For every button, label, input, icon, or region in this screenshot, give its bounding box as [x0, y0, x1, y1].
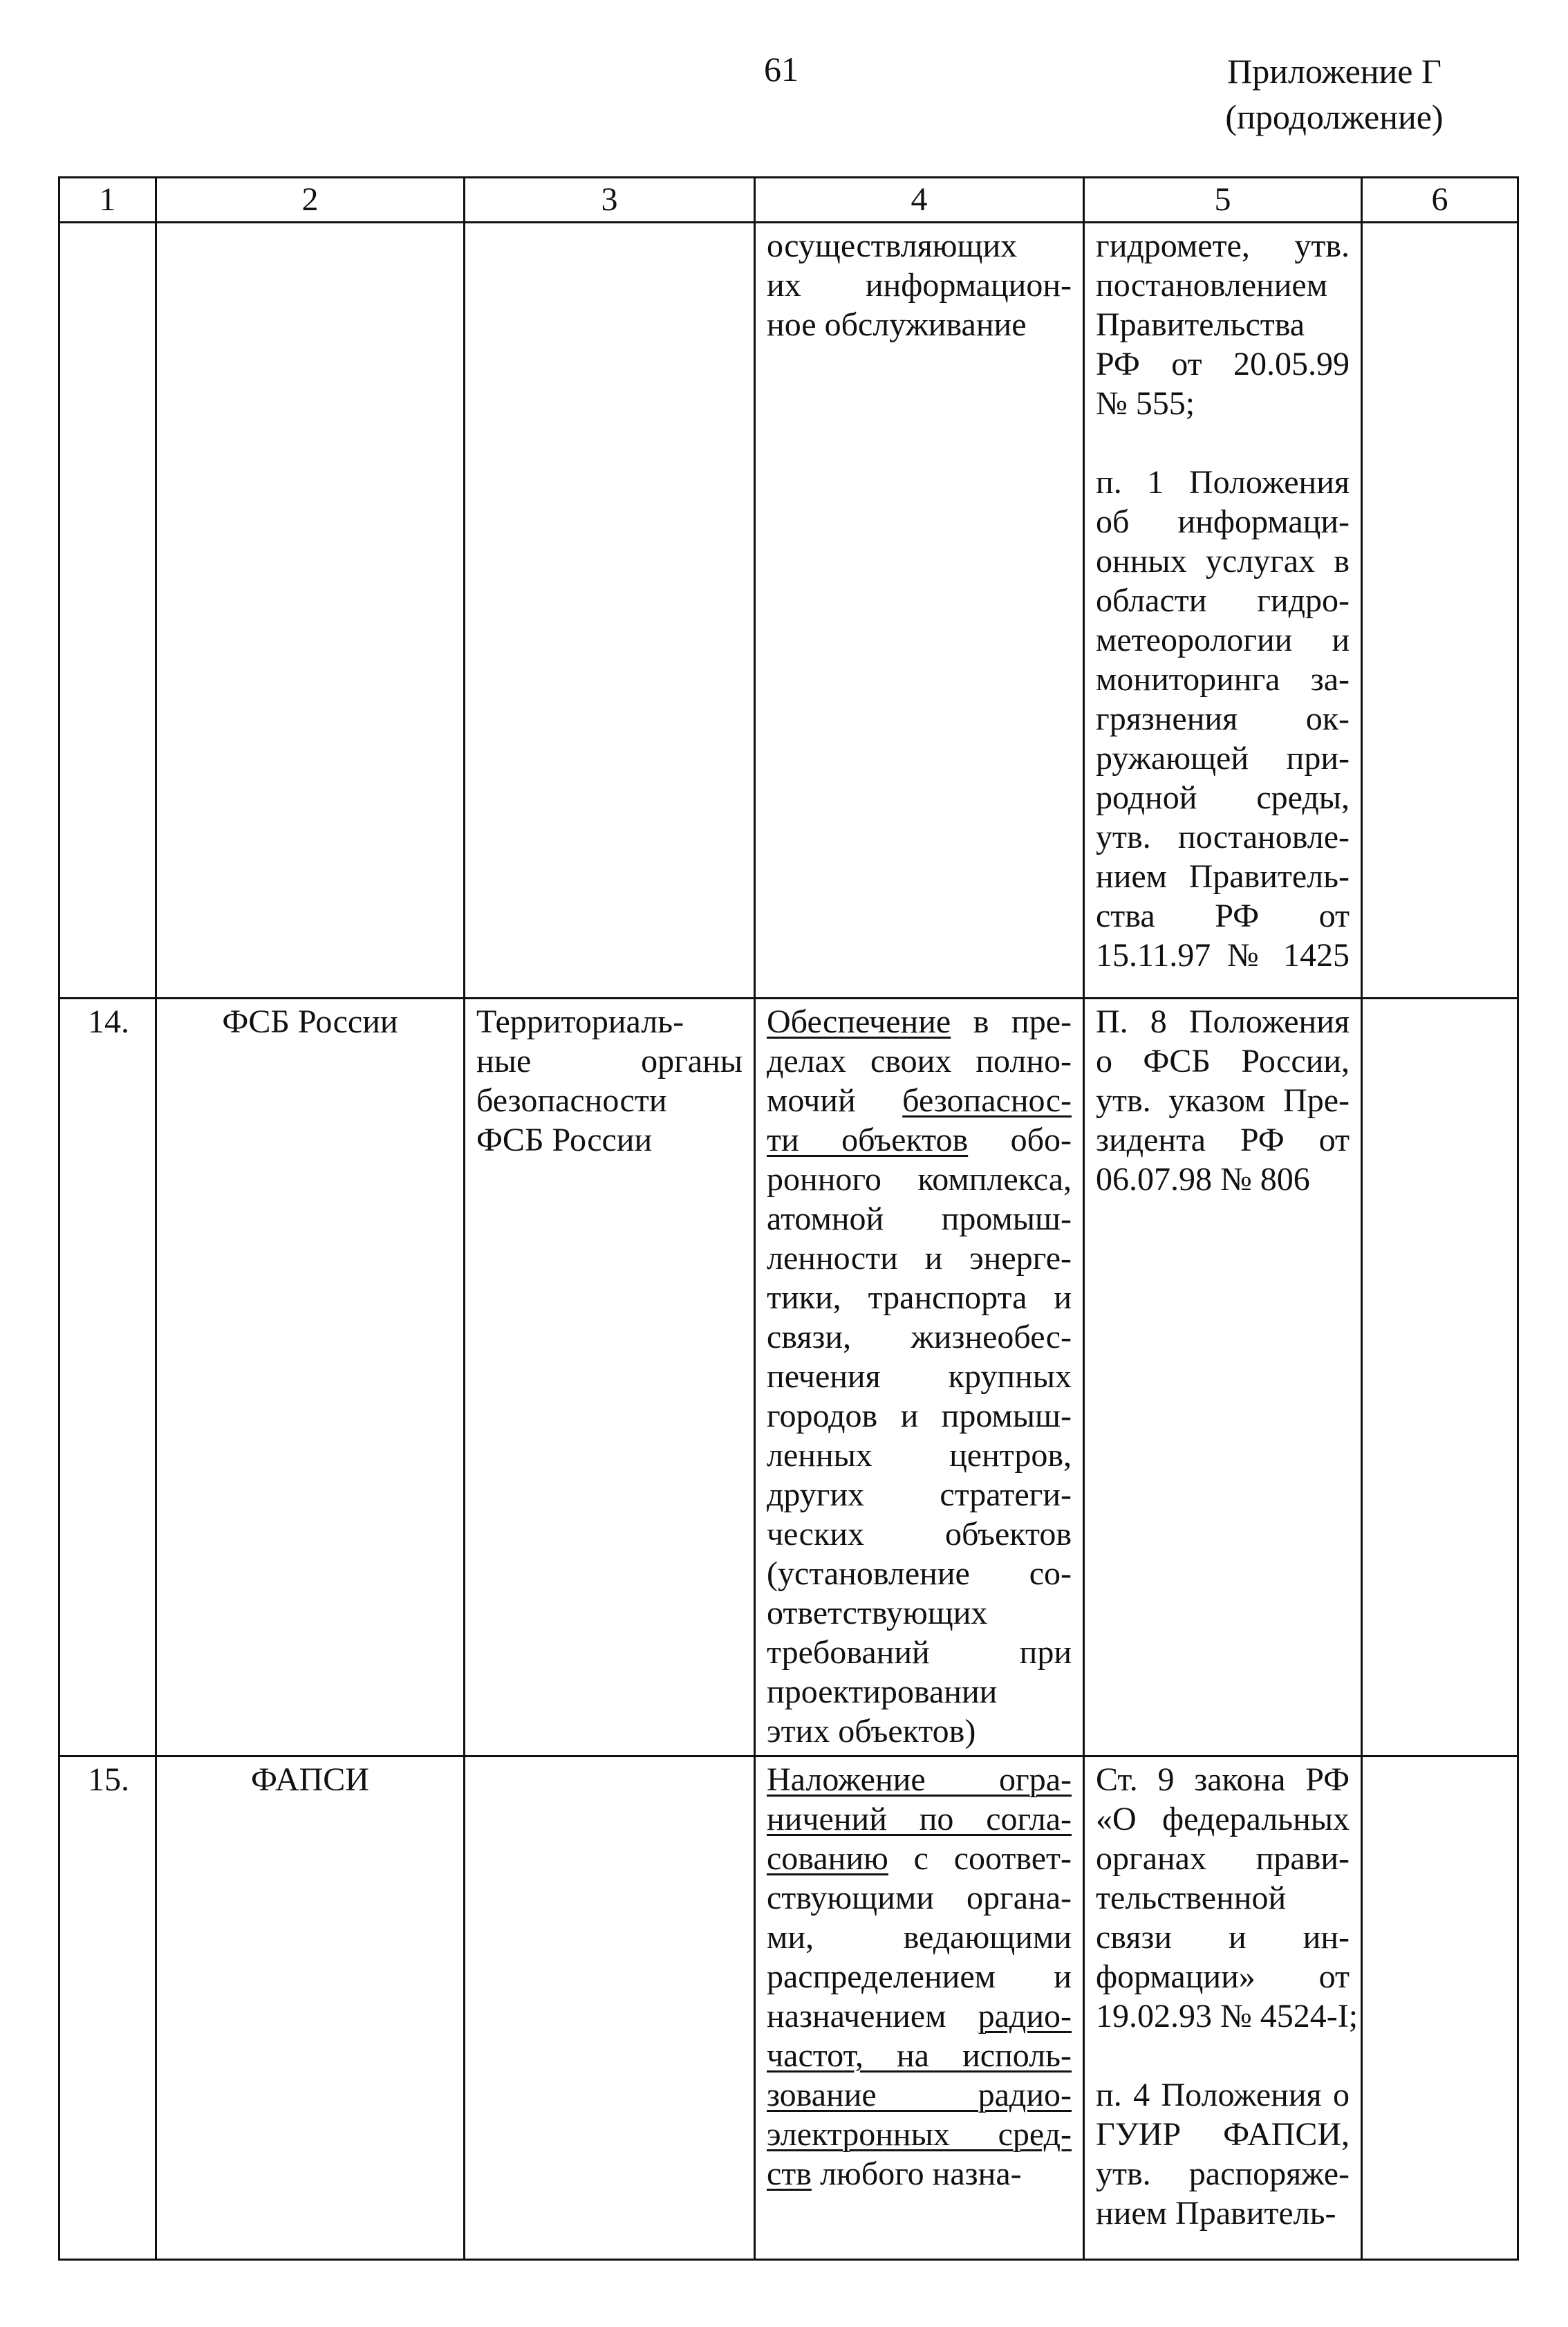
text-line: Обеспечение в пре-	[767, 1003, 1072, 1040]
cell-bodies	[465, 223, 755, 999]
text-line: области гидро-	[1096, 582, 1350, 619]
text-line: П. 8 Положения	[1096, 1003, 1350, 1040]
text-line: ГУИР ФАПСИ,	[1096, 2116, 1350, 2153]
column-header-5: 5	[1084, 178, 1362, 223]
text-line: ронного комплекса,	[767, 1161, 1072, 1198]
underlined-phrase: Обеспечение	[767, 1003, 951, 1040]
column-header-4: 4	[755, 178, 1084, 223]
text-line: назначением радио-	[767, 1998, 1072, 2034]
text-line: о ФСБ России,	[1096, 1043, 1350, 1079]
cell-legal-basis	[1084, 1756, 1362, 2260]
text-line: родной среды,	[1096, 779, 1350, 816]
appendix-table	[58, 176, 1519, 2261]
underlined-phrase: радио-	[978, 1998, 1072, 2034]
underlined-phrase: зование радио-	[767, 2077, 1072, 2113]
table-row-14	[59, 999, 1518, 1756]
text-line: тельственной	[1096, 1880, 1287, 1916]
text-line: других стратеги-	[767, 1476, 1072, 1513]
cell-organization	[156, 223, 465, 999]
cell-notes	[1362, 999, 1518, 1756]
column-header-2: 2	[156, 178, 465, 223]
table-row-continuation	[59, 223, 1518, 999]
text-line: 15.11.97 № 1425	[1096, 937, 1350, 974]
text-line: ное обслуживание	[767, 306, 1027, 343]
cell-bodies	[465, 999, 755, 1756]
text-line: метеорологии и	[1096, 622, 1350, 658]
text-line: формации» от	[1096, 1958, 1350, 1995]
cell-legal-basis	[1084, 223, 1362, 999]
text-line: (установление со-	[767, 1555, 1072, 1592]
text-line: ства РФ от	[1096, 898, 1350, 934]
column-number-row	[59, 178, 1518, 223]
text-line: ти объектов обо-	[767, 1122, 1072, 1158]
appendix-continuation: (продолжение)	[1225, 98, 1444, 136]
page-number: 61	[764, 50, 799, 89]
cell-notes	[1362, 223, 1518, 999]
text-line: нием Правитель-	[1096, 2195, 1336, 2232]
text-line: Правительства	[1096, 306, 1305, 343]
cell-powers	[755, 999, 1084, 1756]
text-line: нием Правитель-	[1096, 858, 1350, 895]
text-line: гидромете, утв.	[1096, 228, 1350, 264]
column-header-1: 1	[59, 178, 156, 223]
column-header-6: 6	[1362, 178, 1518, 223]
text-line: ствующими органа-	[767, 1880, 1072, 1916]
text-line: безопасности	[476, 1082, 667, 1119]
text-line: делах своих полно-	[767, 1043, 1072, 1079]
column-header-3: 3	[465, 178, 755, 223]
text-line: утв. указом Пре-	[1096, 1082, 1350, 1119]
text-line: утв. постановле-	[1096, 819, 1350, 855]
text-line: проектировании	[767, 1674, 998, 1710]
underlined-phrase: частот, на исполь-	[767, 2037, 1072, 2074]
text-line: их информацион-	[767, 267, 1072, 304]
text-line: грязнения ок-	[1096, 701, 1350, 737]
cell-powers	[755, 223, 1084, 999]
text-line: 19.02.93 № 4524-I;	[1096, 1998, 1359, 2034]
underlined-phrase: ти объектов	[767, 1122, 969, 1158]
text-line: ств любого назна-	[767, 2156, 1022, 2192]
underlined-phrase: ничений по согла-	[767, 1801, 1072, 1837]
text-line: постановлением	[1096, 267, 1328, 304]
text-line: ФСБ России	[476, 1122, 653, 1158]
text-line: органах прави-	[1096, 1840, 1350, 1877]
text-line: ленных центров,	[767, 1437, 1072, 1474]
text-line: ответствующих	[767, 1595, 988, 1631]
cell-powers	[755, 1756, 1084, 2260]
text-line: ческих объектов	[767, 1516, 1072, 1552]
text-line: Территориаль-	[476, 1003, 684, 1040]
cell-organization: ФСБ России	[156, 999, 465, 1756]
underlined-phrase: ств	[767, 2156, 812, 2192]
text-line: атомной промыш-	[767, 1200, 1072, 1237]
text-line: мочий безопаснос-	[767, 1082, 1072, 1119]
table-row-15	[59, 1756, 1518, 2260]
text-line: этих объектов)	[767, 1713, 976, 1750]
underlined-phrase: Наложение огра-	[767, 1761, 1072, 1798]
text-line: Ст. 9 закона РФ	[1096, 1761, 1350, 1798]
cell-legal-basis	[1084, 999, 1362, 1756]
appendix-label	[1175, 48, 1493, 140]
text-line: требований при	[767, 1634, 1072, 1671]
text-line: РФ от 20.05.99	[1096, 346, 1350, 382]
text-line: городов и промыш-	[767, 1398, 1072, 1434]
cell-number	[59, 223, 156, 999]
underlined-phrase: безопаснос-	[902, 1082, 1072, 1119]
text-line: 06.07.98 № 806	[1096, 1161, 1310, 1198]
text-line: ные органы	[476, 1043, 743, 1079]
appendix-title: Приложение Г	[1227, 52, 1441, 91]
cell-organization: ФАПСИ	[156, 1756, 465, 2260]
text-line: об информаци-	[1096, 503, 1350, 540]
text-line: п. 1 Положения	[1096, 464, 1350, 501]
text-line: п. 4 Положения о	[1096, 2077, 1350, 2113]
text-line: ми, ведающими	[767, 1919, 1072, 1956]
text-line: ружающей при-	[1096, 740, 1350, 777]
underlined-phrase: электронных сред-	[767, 2116, 1072, 2153]
text-line: зидента РФ от	[1096, 1122, 1350, 1158]
cell-notes	[1362, 1756, 1518, 2260]
text-line: сованию с соответ-	[767, 1840, 1072, 1877]
text-line: ленности и энерге-	[767, 1240, 1072, 1277]
text-line: онных услугах в	[1096, 543, 1350, 580]
text-line: осуществляющих	[767, 228, 1018, 264]
text-line: печения крупных	[767, 1358, 1072, 1395]
text-line: № 555;	[1096, 385, 1195, 422]
cell-bodies	[465, 1756, 755, 2260]
cell-number: 15.	[59, 1756, 156, 2260]
text-line: связи, жизнеобес-	[767, 1319, 1072, 1355]
underlined-phrase: сованию	[767, 1840, 888, 1877]
text-line: связи и ин-	[1096, 1919, 1350, 1956]
text-line: распределением и	[767, 1958, 1072, 1995]
cell-number: 14.	[59, 999, 156, 1756]
text-line: мониторинга за-	[1096, 661, 1350, 698]
text-line: утв. распоряже-	[1096, 2156, 1350, 2192]
text-line: «О федеральных	[1096, 1801, 1350, 1837]
text-line: тики, транспорта и	[767, 1279, 1072, 1316]
